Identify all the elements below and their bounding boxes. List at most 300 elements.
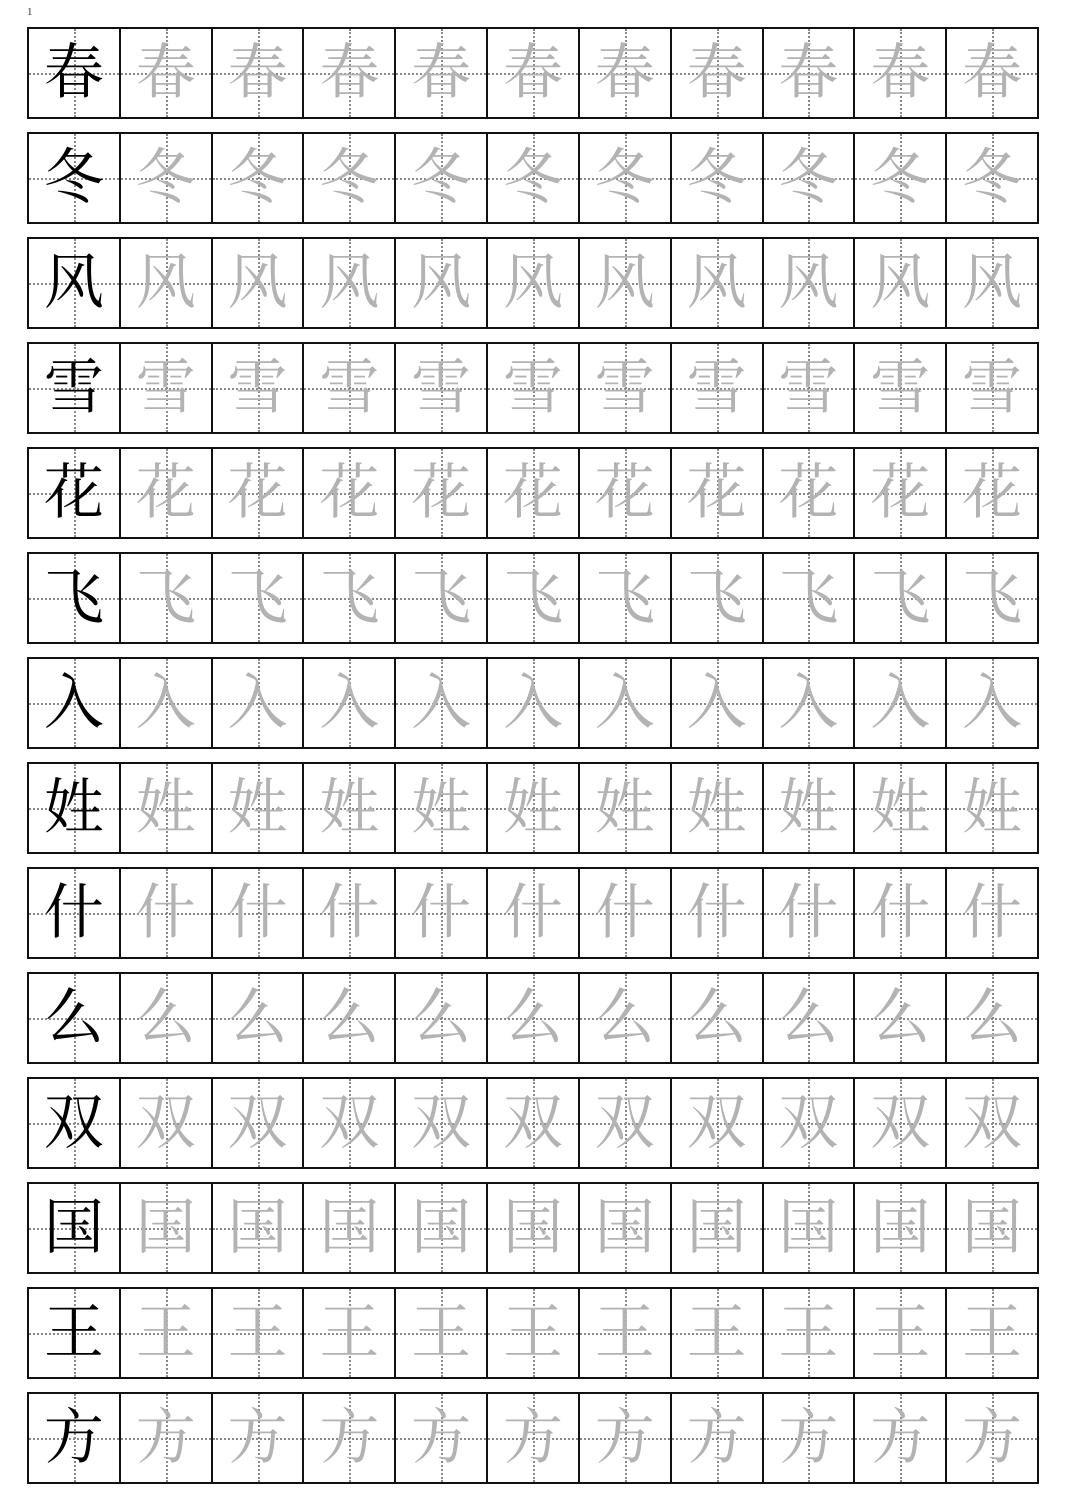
trace-cell (672, 974, 764, 1062)
trace-character: 国 (962, 1193, 1023, 1263)
trace-cell (121, 974, 213, 1062)
trace-cell (396, 239, 488, 327)
trace-character: 双 (319, 1088, 380, 1158)
model-cell (29, 764, 121, 852)
trace-cell (855, 764, 947, 852)
trace-character: 么 (686, 983, 747, 1053)
trace-cell (764, 29, 856, 117)
trace-cell (213, 1079, 305, 1167)
trace-character: 飞 (135, 563, 196, 633)
trace-character: 双 (227, 1088, 288, 1158)
trace-character: 风 (594, 248, 655, 318)
trace-cell (947, 239, 1037, 327)
model-character: 王 (43, 1298, 104, 1368)
trace-cell (764, 554, 856, 642)
trace-cell (121, 659, 213, 747)
trace-character: 方 (686, 1403, 747, 1473)
trace-character: 冬 (778, 143, 839, 213)
trace-character: 冬 (227, 143, 288, 213)
trace-cell (304, 1079, 396, 1167)
trace-character: 国 (135, 1193, 196, 1263)
practice-row (27, 342, 1039, 434)
trace-character: 国 (227, 1193, 288, 1263)
trace-cell (304, 974, 396, 1062)
trace-cell (947, 449, 1037, 537)
model-character: 冬 (43, 143, 104, 213)
model-cell (29, 1184, 121, 1272)
model-cell (29, 134, 121, 222)
trace-cell (672, 1394, 764, 1482)
trace-cell (488, 1289, 580, 1377)
trace-character: 么 (227, 983, 288, 1053)
trace-cell (580, 1079, 672, 1167)
model-cell (29, 869, 121, 957)
trace-character: 方 (962, 1403, 1023, 1473)
trace-cell (855, 1289, 947, 1377)
trace-cell (764, 974, 856, 1062)
trace-cell (213, 449, 305, 537)
trace-character: 花 (502, 458, 563, 528)
trace-character: 方 (319, 1403, 380, 1473)
trace-cell (580, 764, 672, 852)
practice-row (27, 552, 1039, 644)
trace-cell (764, 239, 856, 327)
trace-character: 春 (319, 38, 380, 108)
trace-cell (488, 449, 580, 537)
trace-cell (304, 1184, 396, 1272)
trace-cell (764, 1394, 856, 1482)
trace-cell (488, 1394, 580, 1482)
trace-cell (580, 974, 672, 1062)
trace-cell (580, 869, 672, 957)
trace-character: 么 (870, 983, 931, 1053)
trace-cell (121, 1184, 213, 1272)
trace-character: 什 (319, 878, 380, 948)
trace-character: 姓 (686, 773, 747, 843)
model-character: 什 (43, 878, 104, 948)
trace-cell (580, 344, 672, 432)
trace-cell (488, 134, 580, 222)
trace-character: 双 (778, 1088, 839, 1158)
trace-cell (396, 764, 488, 852)
trace-cell (855, 344, 947, 432)
trace-character: 什 (778, 878, 839, 948)
trace-character: 姓 (778, 773, 839, 843)
trace-character: 入 (502, 668, 563, 738)
trace-character: 风 (778, 248, 839, 318)
trace-cell (121, 449, 213, 537)
trace-character: 王 (594, 1298, 655, 1368)
practice-row (27, 657, 1039, 749)
trace-character: 双 (870, 1088, 931, 1158)
trace-character: 雪 (502, 353, 563, 423)
trace-cell (304, 659, 396, 747)
trace-cell (304, 869, 396, 957)
trace-cell (213, 134, 305, 222)
trace-cell (855, 1394, 947, 1482)
trace-cell (580, 239, 672, 327)
trace-cell (855, 974, 947, 1062)
trace-character: 姓 (870, 773, 931, 843)
trace-character: 么 (411, 983, 472, 1053)
trace-cell (855, 1184, 947, 1272)
trace-character: 方 (135, 1403, 196, 1473)
trace-cell (121, 239, 213, 327)
trace-cell (396, 449, 488, 537)
trace-character: 入 (870, 668, 931, 738)
trace-character: 雪 (135, 353, 196, 423)
trace-cell (121, 134, 213, 222)
model-cell (29, 1289, 121, 1377)
trace-character: 国 (319, 1193, 380, 1263)
trace-character: 花 (135, 458, 196, 528)
trace-character: 姓 (319, 773, 380, 843)
trace-character: 王 (778, 1298, 839, 1368)
trace-cell (488, 764, 580, 852)
trace-character: 冬 (686, 143, 747, 213)
trace-cell (488, 1079, 580, 1167)
trace-character: 国 (502, 1193, 563, 1263)
trace-character: 国 (411, 1193, 472, 1263)
trace-cell (396, 1394, 488, 1482)
trace-cell (672, 29, 764, 117)
trace-character: 风 (319, 248, 380, 318)
trace-cell (213, 659, 305, 747)
trace-cell (764, 1184, 856, 1272)
trace-character: 冬 (870, 143, 931, 213)
trace-cell (580, 659, 672, 747)
trace-character: 入 (135, 668, 196, 738)
trace-character: 花 (686, 458, 747, 528)
trace-cell (947, 29, 1037, 117)
trace-character: 什 (594, 878, 655, 948)
trace-character: 姓 (411, 773, 472, 843)
trace-character: 王 (135, 1298, 196, 1368)
trace-cell (672, 1184, 764, 1272)
trace-character: 什 (870, 878, 931, 948)
model-character: 飞 (43, 563, 104, 633)
trace-character: 入 (319, 668, 380, 738)
trace-character: 春 (135, 38, 196, 108)
trace-character: 飞 (502, 563, 563, 633)
trace-character: 冬 (319, 143, 380, 213)
trace-character: 么 (594, 983, 655, 1053)
trace-character: 姓 (227, 773, 288, 843)
trace-cell (855, 554, 947, 642)
trace-character: 雪 (962, 353, 1023, 423)
trace-character: 双 (135, 1088, 196, 1158)
trace-character: 风 (962, 248, 1023, 318)
trace-character: 入 (962, 668, 1023, 738)
trace-character: 什 (962, 878, 1023, 948)
trace-cell (672, 239, 764, 327)
trace-character: 什 (502, 878, 563, 948)
trace-cell (213, 1394, 305, 1482)
trace-cell (213, 974, 305, 1062)
trace-cell (121, 29, 213, 117)
trace-character: 风 (870, 248, 931, 318)
trace-character: 什 (411, 878, 472, 948)
trace-character: 姓 (962, 773, 1023, 843)
trace-character: 姓 (135, 773, 196, 843)
trace-character: 王 (319, 1298, 380, 1368)
trace-character: 王 (686, 1298, 747, 1368)
trace-character: 王 (962, 1298, 1023, 1368)
trace-character: 花 (778, 458, 839, 528)
model-cell (29, 659, 121, 747)
trace-cell (764, 764, 856, 852)
trace-cell (121, 554, 213, 642)
model-character: 双 (43, 1088, 104, 1158)
trace-cell (580, 1394, 672, 1482)
trace-character: 雪 (227, 353, 288, 423)
practice-row (27, 1392, 1039, 1484)
model-cell (29, 1079, 121, 1167)
trace-cell (213, 1184, 305, 1272)
trace-cell (580, 554, 672, 642)
trace-character: 么 (502, 983, 563, 1053)
trace-character: 王 (870, 1298, 931, 1368)
model-cell (29, 449, 121, 537)
trace-character: 风 (502, 248, 563, 318)
trace-character: 入 (411, 668, 472, 738)
trace-character: 春 (778, 38, 839, 108)
trace-cell (213, 29, 305, 117)
model-cell (29, 344, 121, 432)
trace-character: 春 (227, 38, 288, 108)
trace-character: 国 (870, 1193, 931, 1263)
trace-cell (672, 659, 764, 747)
practice-row (27, 867, 1039, 959)
trace-cell (213, 239, 305, 327)
trace-character: 风 (135, 248, 196, 318)
trace-character: 双 (594, 1088, 655, 1158)
trace-character: 什 (135, 878, 196, 948)
practice-row (27, 237, 1039, 329)
trace-character: 双 (686, 1088, 747, 1158)
trace-character: 国 (594, 1193, 655, 1263)
trace-cell (304, 449, 396, 537)
trace-character: 方 (411, 1403, 472, 1473)
trace-character: 入 (778, 668, 839, 738)
trace-character: 春 (411, 38, 472, 108)
model-character: 么 (43, 983, 104, 1053)
trace-cell (304, 554, 396, 642)
trace-cell (855, 869, 947, 957)
trace-character: 花 (962, 458, 1023, 528)
trace-cell (947, 974, 1037, 1062)
trace-cell (947, 134, 1037, 222)
practice-row (27, 1182, 1039, 1274)
trace-character: 春 (870, 38, 931, 108)
trace-character: 姓 (594, 773, 655, 843)
trace-character: 方 (870, 1403, 931, 1473)
trace-cell (396, 554, 488, 642)
trace-cell (672, 449, 764, 537)
model-cell (29, 974, 121, 1062)
trace-cell (672, 1079, 764, 1167)
trace-cell (580, 29, 672, 117)
trace-cell (764, 449, 856, 537)
trace-cell (764, 869, 856, 957)
trace-cell (304, 1289, 396, 1377)
practice-row (27, 762, 1039, 854)
trace-cell (855, 1079, 947, 1167)
trace-cell (672, 1289, 764, 1377)
trace-cell (304, 239, 396, 327)
trace-character: 飞 (594, 563, 655, 633)
trace-cell (396, 1289, 488, 1377)
trace-cell (672, 134, 764, 222)
trace-character: 花 (227, 458, 288, 528)
trace-cell (580, 1289, 672, 1377)
trace-character: 冬 (962, 143, 1023, 213)
trace-cell (947, 1184, 1037, 1272)
practice-row (27, 132, 1039, 224)
trace-character: 方 (227, 1403, 288, 1473)
trace-character: 方 (594, 1403, 655, 1473)
trace-cell (121, 344, 213, 432)
writing-practice-grid (27, 27, 1039, 1497)
trace-character: 王 (227, 1298, 288, 1368)
trace-cell (396, 1079, 488, 1167)
trace-character: 双 (411, 1088, 472, 1158)
trace-cell (764, 1289, 856, 1377)
trace-cell (213, 344, 305, 432)
trace-character: 飞 (778, 563, 839, 633)
trace-cell (213, 1289, 305, 1377)
trace-character: 雪 (319, 353, 380, 423)
trace-character: 花 (594, 458, 655, 528)
model-character: 风 (43, 248, 104, 318)
model-character: 春 (43, 38, 104, 108)
trace-character: 飞 (411, 563, 472, 633)
trace-cell (947, 659, 1037, 747)
model-cell (29, 1394, 121, 1482)
trace-character: 春 (502, 38, 563, 108)
practice-row (27, 1287, 1039, 1379)
trace-cell (855, 29, 947, 117)
practice-row (27, 447, 1039, 539)
model-character: 方 (43, 1403, 104, 1473)
trace-cell (304, 29, 396, 117)
trace-character: 春 (962, 38, 1023, 108)
trace-character: 么 (319, 983, 380, 1053)
trace-cell (396, 974, 488, 1062)
trace-character: 飞 (870, 563, 931, 633)
trace-cell (672, 869, 764, 957)
trace-character: 雪 (594, 353, 655, 423)
trace-character: 双 (962, 1088, 1023, 1158)
trace-cell (855, 134, 947, 222)
trace-character: 雪 (870, 353, 931, 423)
trace-cell (213, 554, 305, 642)
trace-cell (121, 869, 213, 957)
trace-cell (396, 659, 488, 747)
trace-cell (855, 449, 947, 537)
trace-character: 入 (227, 668, 288, 738)
trace-character: 冬 (594, 143, 655, 213)
trace-character: 入 (594, 668, 655, 738)
trace-cell (764, 659, 856, 747)
trace-character: 么 (135, 983, 196, 1053)
trace-cell (672, 344, 764, 432)
trace-character: 王 (502, 1298, 563, 1368)
trace-cell (121, 1394, 213, 1482)
trace-cell (396, 869, 488, 957)
trace-cell (488, 1184, 580, 1272)
trace-character: 入 (686, 668, 747, 738)
trace-cell (396, 134, 488, 222)
trace-character: 双 (502, 1088, 563, 1158)
trace-cell (488, 974, 580, 1062)
trace-cell (855, 239, 947, 327)
trace-character: 国 (778, 1193, 839, 1263)
trace-cell (580, 1184, 672, 1272)
trace-character: 飞 (227, 563, 288, 633)
trace-cell (488, 659, 580, 747)
practice-row (27, 27, 1039, 119)
trace-cell (764, 344, 856, 432)
trace-character: 么 (962, 983, 1023, 1053)
trace-cell (947, 1394, 1037, 1482)
trace-character: 什 (686, 878, 747, 948)
model-character: 花 (43, 458, 104, 528)
model-cell (29, 239, 121, 327)
trace-character: 姓 (502, 773, 563, 843)
trace-character: 风 (227, 248, 288, 318)
trace-character: 花 (870, 458, 931, 528)
trace-cell (855, 659, 947, 747)
trace-cell (304, 344, 396, 432)
practice-row (27, 972, 1039, 1064)
trace-character: 飞 (686, 563, 747, 633)
practice-row (27, 1077, 1039, 1169)
model-cell (29, 554, 121, 642)
trace-cell (764, 1079, 856, 1167)
trace-character: 雪 (686, 353, 747, 423)
trace-cell (764, 134, 856, 222)
model-character: 入 (43, 668, 104, 738)
trace-cell (947, 344, 1037, 432)
trace-cell (121, 1289, 213, 1377)
trace-character: 王 (411, 1298, 472, 1368)
model-character: 雪 (43, 353, 104, 423)
trace-character: 飞 (319, 563, 380, 633)
trace-cell (947, 869, 1037, 957)
trace-cell (947, 764, 1037, 852)
trace-character: 风 (686, 248, 747, 318)
trace-character: 风 (411, 248, 472, 318)
trace-cell (580, 449, 672, 537)
trace-cell (488, 869, 580, 957)
trace-character: 飞 (962, 563, 1023, 633)
trace-character: 方 (778, 1403, 839, 1473)
model-character: 国 (43, 1193, 104, 1263)
trace-cell (488, 344, 580, 432)
trace-character: 什 (227, 878, 288, 948)
trace-cell (580, 134, 672, 222)
trace-character: 冬 (502, 143, 563, 213)
trace-cell (947, 554, 1037, 642)
trace-cell (213, 764, 305, 852)
page-number: 1 (27, 6, 33, 18)
trace-cell (304, 134, 396, 222)
trace-cell (488, 239, 580, 327)
trace-cell (304, 1394, 396, 1482)
trace-cell (488, 29, 580, 117)
trace-character: 雪 (778, 353, 839, 423)
